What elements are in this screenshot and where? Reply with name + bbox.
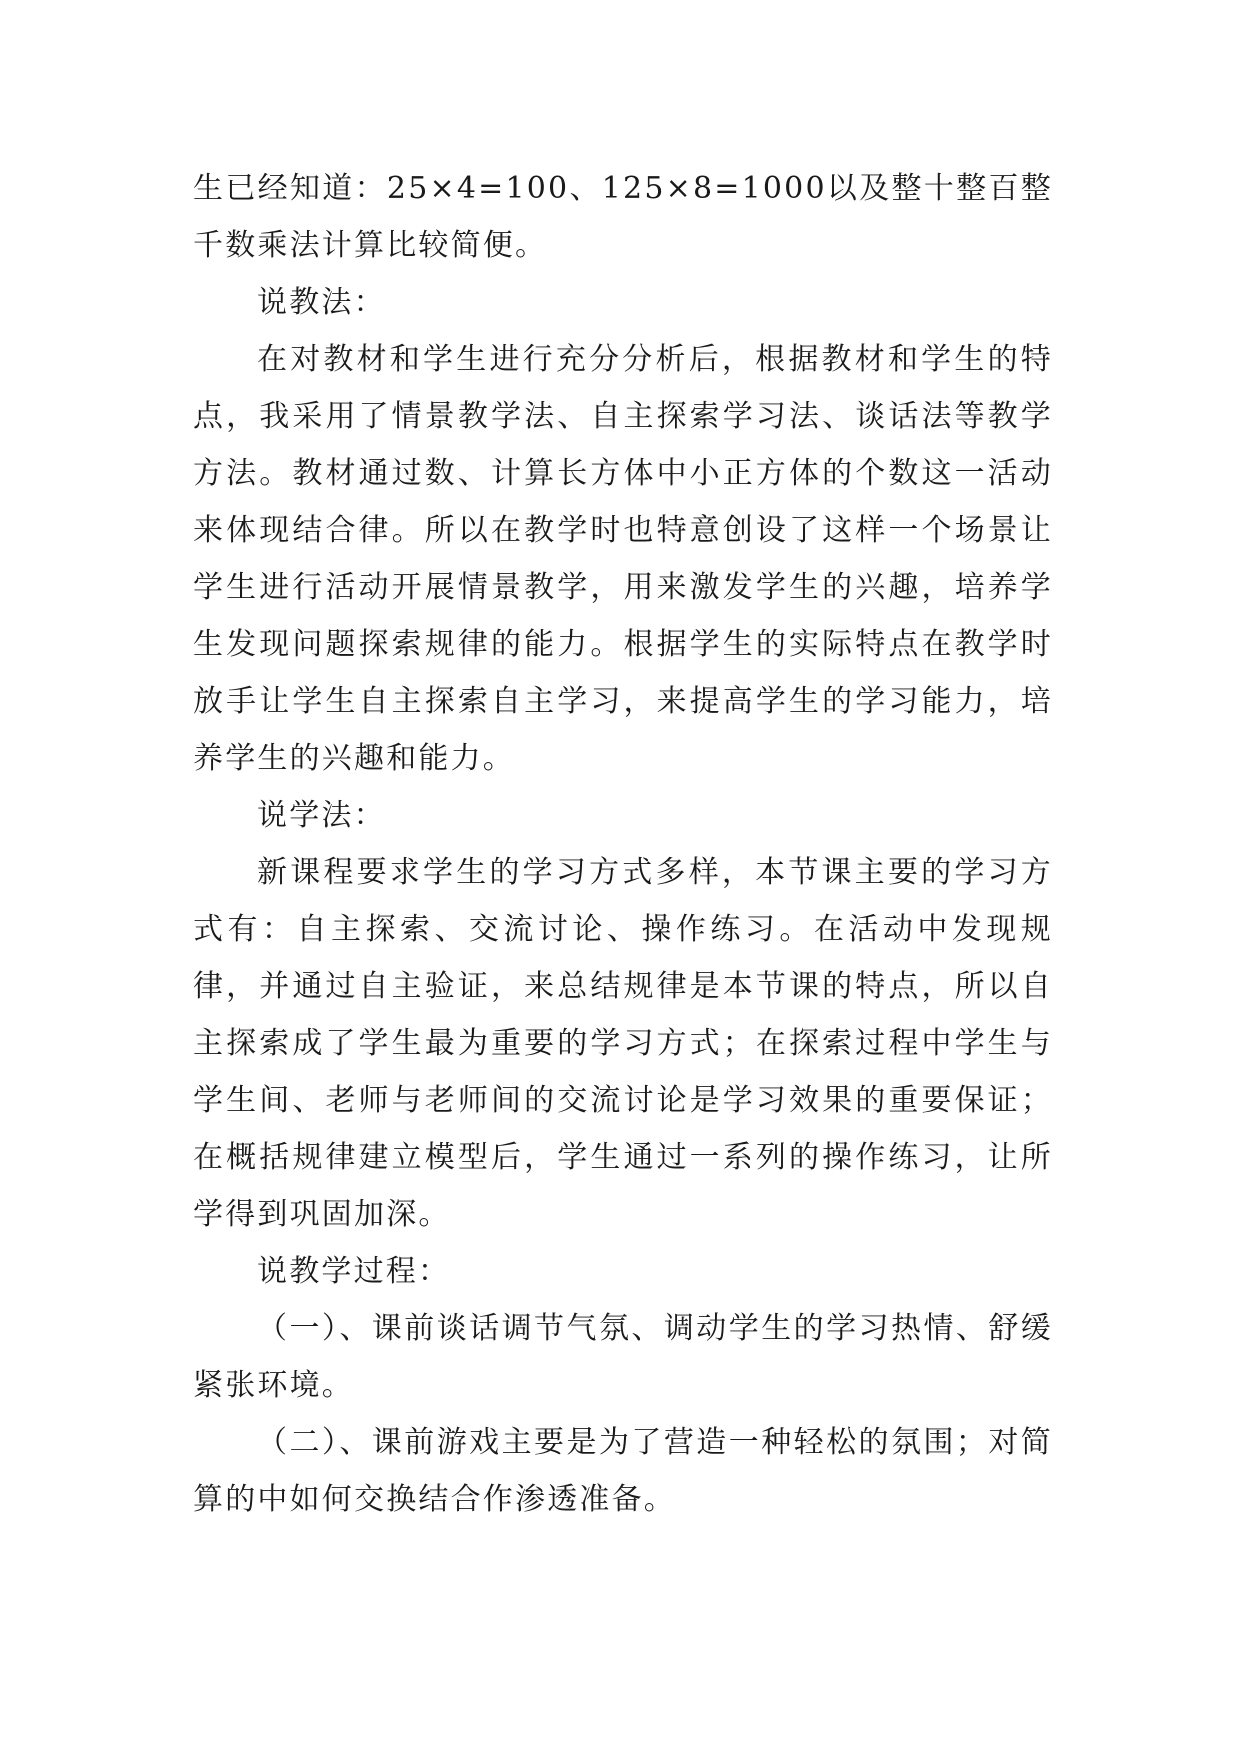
- heading-teaching-method: 说教法：: [257, 285, 386, 320]
- document-body: [193, 160, 1053, 1528]
- paragraph-learning-method: 新课程要求学生的学习方式多样，本节课主要的学习方式有：自主探索、交流讨论、操作练习。在活动中发现规律，并通过自主验证，来总结规律是本节课的特点，所以自主探索成了学生最为重要的学习方式；在探索过程中学生与学生间、老师与老师间的交流讨论是学习效果的重要保证；在概括规律建立模型后，学生通过一系列的操作练习，让所学得到巩固加深。: [193, 855, 1053, 1232]
- heading-teaching-process: 说教学过程：: [257, 1254, 451, 1289]
- paragraph-continuation: 生已经知道：25×4=100、125×8=1000以及整十整百整千数乘法计算比较简便。: [193, 171, 1053, 263]
- paragraph-teaching-method: 在对教材和学生进行充分分析后，根据教材和学生的特点，我采用了情景教学法、自主探索学习法、谈话法等教学方法。教材通过数、计算长方体中小正方体的个数这一活动来体现结合律。所以在教学时也特意创设了这样一个场景让学生进行活动开展情景教学，用来激发学生的兴趣，培养学生发现问题探索规律的能力。根据学生的实际特点在教学时放手让学生自主探索自主学习，来提高学生的学习能力，培养学生的兴趣和能力。: [193, 342, 1053, 776]
- paragraph-process-step-2: （二）、课前游戏主要是为了营造一种轻松的氛围；对简算的中如何交换结合作渗透准备。: [193, 1425, 1053, 1517]
- paragraph-process-step-1: （一）、课前谈话调节气氛、调动学生的学习热情、舒缓紧张环境。: [193, 1311, 1053, 1403]
- heading-learning-method: 说学法：: [257, 798, 386, 833]
